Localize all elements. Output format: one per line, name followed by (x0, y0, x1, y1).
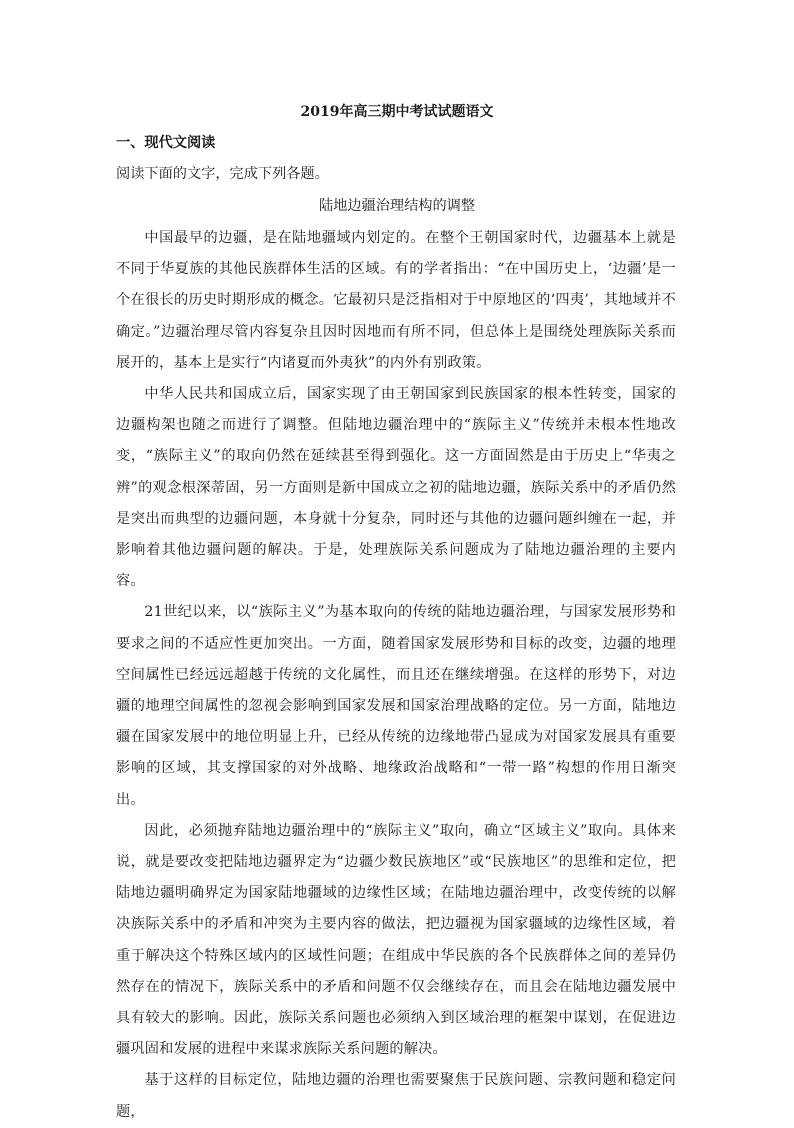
paragraph-4: 因此，必须抛弃陆地边疆治理中的“族际主义”取向，确立“区域主义”取向。具体来说，就是要改变把陆地边疆界定为“边疆少数民族地区”或“民族地区”的思维和定位，把陆地边疆明确界定为国家陆地疆域的边缘性区域；在陆地边疆治理中，改变传统的以解决族际关系中的矛盾和冲突为主要内容的做法，把边疆视为国家疆域的边缘性区域，着重于解决这个特殊区域内的区域性问题；在组成中华民族的各个民族群体之间的差异仍然存在的情况下，族际关系中的矛盾和问题不仅会继续存在，而且会在陆地边疆发展中具有较大的影响。因此，族际关系问题也必须纳入到区域治理的框架中谋划，在促进边疆巩固和发展的进程中来谋求族际关系问题的解决。 (116, 822, 676, 1058)
document-title: 2019年高三期中考试试题语文 (300, 104, 494, 120)
reading-instruction: 阅读下面的文字，完成下列各题。 (116, 166, 329, 182)
article-body (116, 223, 676, 1128)
paragraph-1: 中国最早的边疆，是在陆地疆域内划定的。在整个王朝国家时代，边疆基本上就是不同于华夏族的其他民族群体生活的区域。有的学者指出：“在中国历史上，‘边疆’是一个在很长的历史时期形成的概念。它最初只是泛指相对于中原地区的‘四夷’，其地域并不确定。”边疆治理尽管内容复杂且因时因地而有所不同，但总体上是围绕处理族际关系而展开的，基本上是实行“内诸夏而外夷狄”的内外有别政策。 (116, 230, 676, 371)
section-heading: 一、现代文阅读 (116, 135, 216, 151)
paragraph-3: 21世纪以来，以“族际主义”为基本取向的传统的陆地边疆治理，与国家发展形势和要求之间的不适应性更加突出。一方面，随着国家发展形势和目标的改变，边疆的地理空间属性已经远远超越于传统的文化属性，而且还在继续增强。在这样的形势下，对边疆的地理空间属性的忽视会影响到国家发展和国家治理战略的定位。另一方面，陆地边疆在国家发展中的地位明显上升，已经从传统的边缘地带凸显成为对国家发展具有重要影响的区域，其支撑国家的对外战略、地缘政治战略和“一带一路”构想的作用日渐突出。 (116, 604, 676, 808)
paragraph-5: 基于这样的目标定位，陆地边疆的治理也需要聚焦于民族问题、宗教问题和稳定问题， (116, 1072, 676, 1120)
article-title: 陆地边疆治理结构的调整 (318, 198, 476, 214)
paragraph-2: 中华人民共和国成立后，国家实现了由王朝国家到民族国家的根本性转变，国家的边疆构架也随之而进行了调整。但陆地边疆治理中的“族际主义”传统并未根本性地改变，“族际主义”的取向仍然在延续甚至得到强化。这一方面固然是由于历史上“华夷之辨”的观念根深蒂固，另一方面则是新中国成立之初的陆地边疆，族际关系中的矛盾仍然是突出而典型的边疆问题，本身就十分复杂，同时还与其他的边疆问题纠缠在一起，并影响着其他边疆问题的解决。于是，处理族际关系问题成为了陆地边疆治理的主要内容。 (116, 386, 676, 590)
